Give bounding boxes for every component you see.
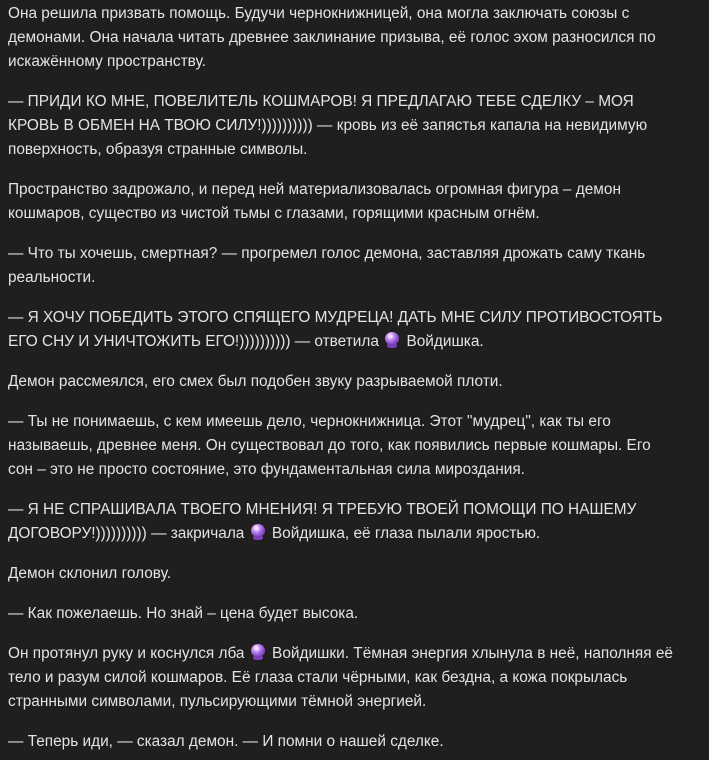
paragraph xyxy=(8,498,679,546)
paragraph: — Ты не понимаешь, с кем имеешь дело, чернокнижница. Этот "мудрец", как ты его называешь, древнее меня. Он существовал до того, как появились первые кошмары. Его сон – это не просто состояние, это фундаментальная сила мироздания. xyxy=(8,413,651,478)
paragraph: Пространство задрожало, и перед ней материализовалась огромная фигура – демон кошмаров, существо из чистой тьмы с глазами, горящими красным огнём. xyxy=(8,181,621,222)
paragraph xyxy=(8,642,679,714)
paragraph: Демон рассмеялся, его смех был подобен звуку разрываемой плоти. xyxy=(8,373,503,390)
crystal-ball-icon xyxy=(250,644,266,660)
paragraph: — ПРИДИ КО МНЕ, ПОВЕЛИТЕЛЬ КОШМАРОВ! Я ПРЕДЛАГАЮ ТЕБЕ СДЕЛКУ – МОЯ КРОВЬ В ОБМЕН НА ТВОЮ СИЛУ!)))))))))) — кровь из её запястья капала на невидимую поверхность, образуя странные символы. xyxy=(8,93,648,158)
paragraph: Демон склонил голову. xyxy=(8,565,172,582)
paragraph: — Что ты хочешь, смертная? — прогремел голос демона, заставляя дрожать саму ткань реальности. xyxy=(8,245,646,286)
paragraph: — Как пожелаешь. Но знай – цена будет высока. xyxy=(8,605,359,622)
crystal-ball-icon xyxy=(384,332,400,348)
paragraph-text: Войдишка. xyxy=(402,333,484,350)
paragraph-text: — Я ХОЧУ ПОБЕДИТЬ ЭТОГО СПЯЩЕГО МУДРЕЦА! ДАТЬ МНЕ СИЛУ ПРОТИВОСТОЯТЬ ЕГО СНУ И УНИЧТОЖИТЬ ЕГО!)))))))))) — ответила xyxy=(8,309,663,350)
paragraph-text: Войдишка, её глаза пылали яростью. xyxy=(267,525,541,542)
crystal-ball-icon xyxy=(250,524,266,540)
paragraph-text: Войдишки. Тёмная энергия хлынула в неё, наполняя её тело и разум силой кошмаров. Её глаза стали чёрными, как бездна, а кожа покрылась странными символами, пульсирующими тёмной энергией. xyxy=(8,645,673,710)
paragraph-text: Он протянул руку и коснулся лба xyxy=(8,645,249,662)
story-text xyxy=(0,2,709,754)
paragraph: — Теперь иди, — сказал демон. — И помни о нашей сделке. xyxy=(8,733,444,750)
paragraph-text: — Я НЕ СПРАШИВАЛА ТВОЕГО МНЕНИЯ! Я ТРЕБУЮ ТВОЕЙ ПОМОЩИ ПО НАШЕМУ ДОГОВОРУ!)))))))))) — закричала xyxy=(8,501,637,542)
paragraph xyxy=(8,306,679,354)
paragraph: Она решила призвать помощь. Будучи чернокнижницей, она могла заключать союзы с демонами. Она начала читать древнее заклинание призыва, её голос эхом разносился по искажённому пространству. xyxy=(8,5,656,70)
